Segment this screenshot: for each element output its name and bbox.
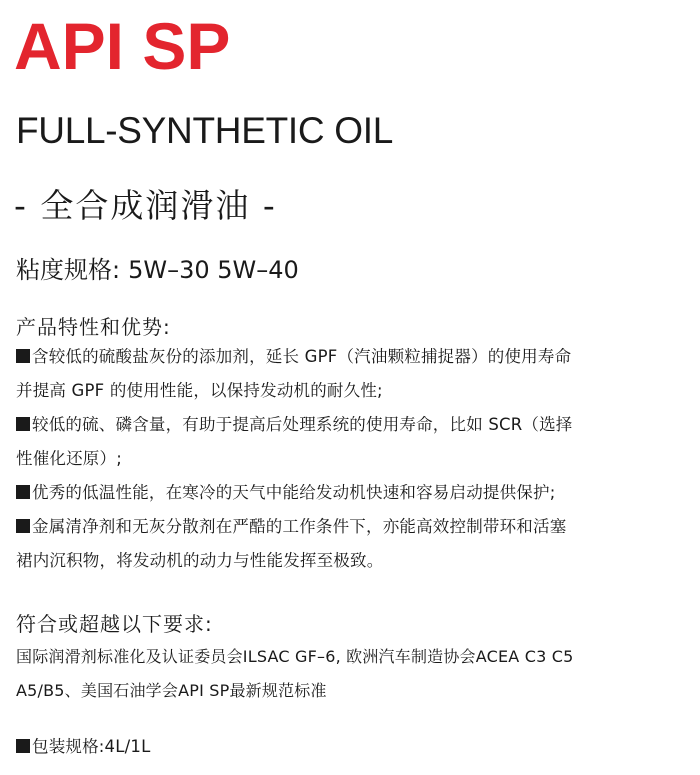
black-square-bullet-icon xyxy=(16,349,30,363)
viscosity-spec xyxy=(16,253,299,287)
standards-line: 国际润滑剂标准化及认证委员会ILSAC GF–6, 欧洲汽车制造协会ACEA C3 C5 xyxy=(16,647,574,666)
feature-item xyxy=(16,413,573,437)
viscosity-label: 粘度规格: xyxy=(16,256,121,284)
black-square-bullet-icon xyxy=(16,519,30,533)
feature-item xyxy=(16,515,566,539)
product-chinese-title: - 全合成润滑油 - xyxy=(14,186,277,225)
standards-line: A5/B5、美国石油学会API SP最新规范标准 xyxy=(16,681,327,700)
feature-line-continued: 并提高 GPF 的使用性能，以保持发动机的耐久性; xyxy=(16,381,383,400)
feature-line-continued: 裙内沉积物，将发动机的动力与性能发挥至极致。 xyxy=(16,551,384,570)
feature-item xyxy=(16,345,571,369)
feature-line: 优秀的低温性能，在寒冷的天气中能给发动机快速和容易启动提供保护; xyxy=(32,483,556,502)
feature-line: 金属清净剂和无灰分散剂在严酷的工作条件下，亦能高效控制带环和活塞 xyxy=(32,517,567,536)
packaging-spec xyxy=(16,735,151,759)
feature-item xyxy=(16,481,555,505)
feature-line-continued: 性催化还原）; xyxy=(16,449,122,468)
product-title: API SP xyxy=(14,9,231,83)
standards-heading: 符合或超越以下要求: xyxy=(16,612,213,636)
packaging-text: 包装规格:4L/1L xyxy=(32,737,151,756)
viscosity-value: 5W–30 5W–40 xyxy=(128,256,299,284)
black-square-bullet-icon xyxy=(16,485,30,499)
product-subtitle: FULL-SYNTHETIC OIL xyxy=(16,110,393,151)
black-square-bullet-icon xyxy=(16,417,30,431)
black-square-bullet-icon xyxy=(16,739,30,753)
features-heading: 产品特性和优势: xyxy=(16,315,171,339)
feature-line: 较低的硫、磷含量，有助于提高后处理系统的使用寿命，比如 SCR（选择 xyxy=(32,415,573,434)
feature-line: 含较低的硫酸盐灰份的添加剂，延长 GPF（汽油颗粒捕捉器）的使用寿命 xyxy=(32,347,572,366)
